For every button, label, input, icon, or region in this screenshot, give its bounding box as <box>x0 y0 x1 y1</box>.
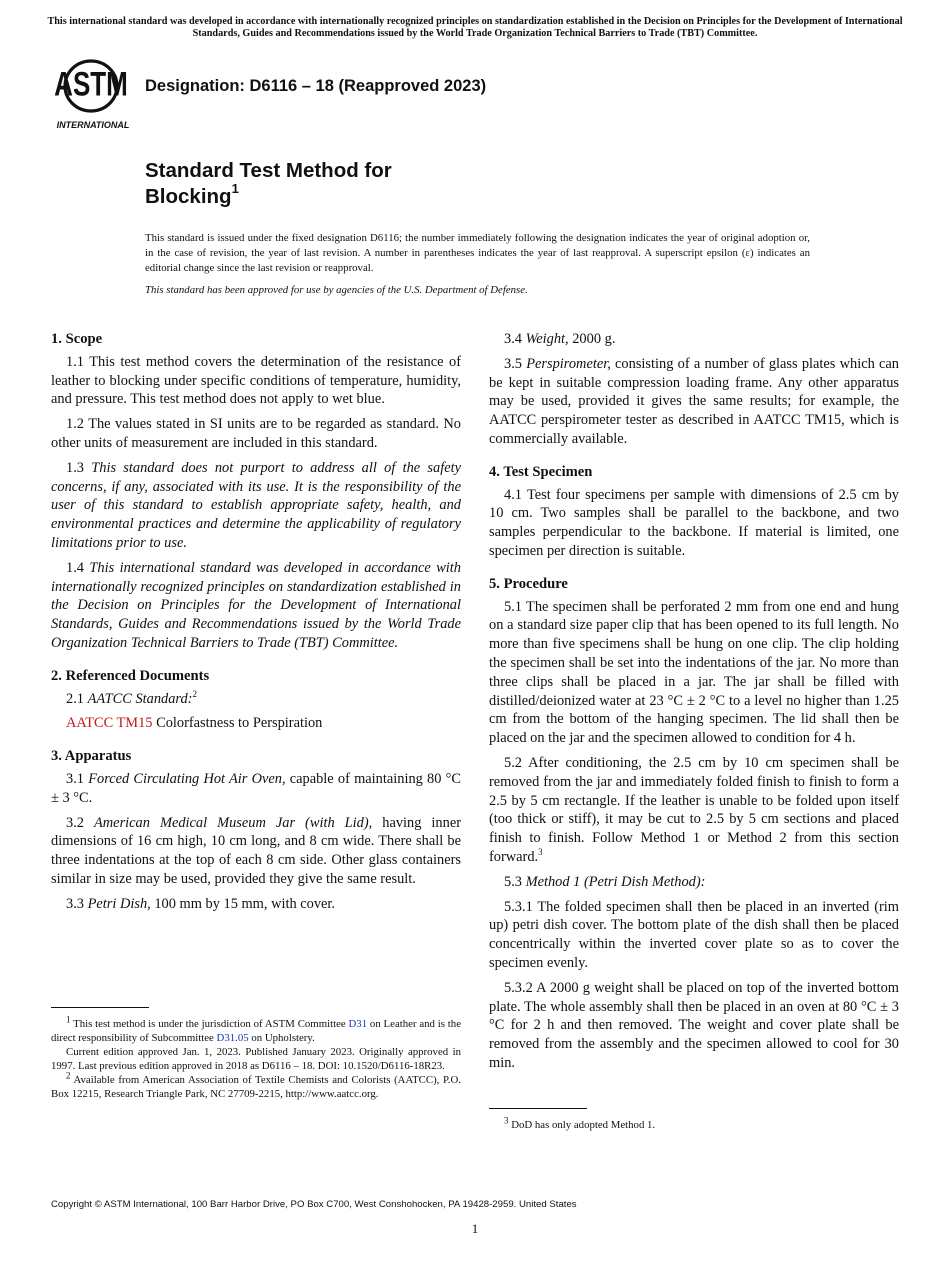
para-3-5: 3.5 Perspirometer, consisting of a number of glass plates which can be kept in suitable compression loading frame. Any other apparatus may be used, provided it gives the same results; for example, the AATCC perspirometer tester as described in AATCC TM15, which is commercially available. <box>489 355 899 447</box>
left-column <box>51 330 461 920</box>
footnote-rule-left <box>51 1007 149 1008</box>
svg-text:ASTM: ASTM <box>54 66 128 104</box>
para-5-3: 5.3 Method 1 (Petri Dish Method): <box>504 873 706 890</box>
para-4-1: 4.1 Test four specimens per sample with dimensions of 2.5 cm by 10 cm. Two samples shall be parallel to the backbone, and two samples perpendicular to the backbone. If material is limited, one specimen per direction is suitable. <box>489 486 899 559</box>
svg-text:INTERNATIONAL: INTERNATIONAL <box>56 120 130 130</box>
page-number: 1 <box>471 1221 479 1236</box>
para-1-4: 1.4 This international standard was developed in accordance with internationally recognized principles on standardization established in the Decision on Principles for the Development of International Standards, Guides and Recommendations issued by the World Trade Organization Technical Barriers to Trade (TBT) Committee. <box>51 559 461 651</box>
footnotes-right <box>489 1115 899 1132</box>
section-4-heading: 4. Test Specimen <box>489 463 593 480</box>
footnote-1: $^1$ This test method is under the jurisdiction of ASTM Committee D31 on Leather and is the direct responsibility of Subcommittee D31.05 on Upholstery. <box>51 1014 461 1044</box>
reference-aatcc-tm15: AATCC TM15 Colorfastness to Perspiration <box>66 715 323 732</box>
section-5-heading: 5. Procedure <box>489 575 568 592</box>
para-1-2: 1.2 The values stated in SI units are to be regarded as standard. No other units of measurement are included in this standard. <box>51 416 461 451</box>
footnote-3: $^3$ DoD has only adopted Method 1. <box>504 1115 656 1131</box>
document-title <box>145 158 392 210</box>
d31-link[interactable]: D31 <box>348 1018 368 1030</box>
dod-approval-note: This standard has been approved for use by agencies of the U.S. Department of Defense. <box>145 284 528 297</box>
para-5-3-2: 5.3.2 A 2000 g weight shall be placed on top of the inverted bottom plate. The whole assembly shall then be placed in an oven at 80 °C ± 3 °C for 2 h and then removed. The weight and cover plate shall be removed from the assembly and the specimen allowed to cool for 30 min. <box>489 979 899 1071</box>
para-3-3: 3.3 Petri Dish, 100 mm by 15 mm, with cover. <box>66 895 336 912</box>
astm-logo <box>52 58 134 132</box>
para-5-2: 5.2 After conditioning, the 2.5 cm by 10 cm specimen shall be removed from the jar and immediately folded finish to finish to form a 2.5 by 5 cm rectangle. If the leather is unable to be folded upon itself (too thick or stiff), it may be cut to 2.5 by 5 cm sections and placed finish to finish. Follow Method 1 or Method 2 from this section forward.$^3$ <box>489 754 899 865</box>
issuance-text: This standard is issued under the fixed designation D6116; the number immediately following the designation indicates the year of original adoption or, in the case of revision, the year of last revision. A number in parentheses indicates the year of last reapproval. A superscript epsilon (ε) indicates an editorial change since the last revision or reapproval. <box>145 232 810 274</box>
footnotes-left <box>51 1014 461 1101</box>
section-3-heading: 3. Apparatus <box>51 748 132 765</box>
footnote-rule-right <box>489 1108 587 1109</box>
title-line-1: Standard Test Method for <box>145 159 392 182</box>
para-1-1: 1.1 This test method covers the determination of the resistance of leather to blocking under specific conditions of temperature, humidity, and pressure. This test method does not apply to wet blue. <box>51 353 461 408</box>
footnote-1-edition: Current edition approved Jan. 1, 2023. Published January 2023. Originally approved in 1997. Last previous edition approved in 2018 as D6116 – 18. DOI: 10.1520/D6116-18R23. <box>51 1046 461 1072</box>
title-line-2: Blocking <box>145 185 232 208</box>
designation: Designation: D6116 – 18 (Reapproved 2023) <box>145 77 487 95</box>
footnote-2: $^2$ Available from American Association of Textile Chemists and Colorists (AATCC), P.O. Box 12215, Research Triangle Park, NC 27709-2215, http://www.aatcc.org. <box>51 1070 461 1100</box>
para-2-1: 2.1 AATCC Standard:$^2$ <box>66 688 197 707</box>
aatcc-tm15-link[interactable]: AATCC TM15 <box>66 715 153 732</box>
issuance-statement <box>145 231 810 298</box>
title-footnote-marker: 1 <box>231 181 239 197</box>
para-5-3-1: 5.3.1 The folded specimen shall then be placed in an inverted (rim up) petri dish cover. The bottom plate of the dish shall then be placed concentrically within the inverted cover plate so as to cover the specimen evenly. <box>489 898 899 971</box>
section-1-heading: 1. Scope <box>51 331 103 347</box>
para-5-1: 5.1 The specimen shall be perforated 2 mm from one end and hung on a standard size paper clip that has been opened to its full length. No more than five specimens shall be hung on one clip. The clip holding the specimen shall be set into the indentations of the jar. No more than three clips shall be placed in a jar. The jar shall be filled with distilled/deionized water at 23 °C ± 2 °C to a level no higher than 1.25 cm from the bottom of the hanging specimen. The lid shall then be placed on the jar and the specimen allowed to condition for 4 h. <box>489 598 899 747</box>
right-column <box>489 330 899 1079</box>
para-3-2: 3.2 American Medical Museum Jar (with Lid), having inner dimensions of 16 cm high, 10 cm long, and 8 cm wide. There shall be three indentations at the top of each 8 cm side. Other glass containers similar in size may be used, provided they give the same result. <box>51 814 461 887</box>
para-3-4: 3.4 Weight, 2000 g. <box>504 331 616 347</box>
copyright-notice: Copyright © ASTM International, 100 Barr Harbor Drive, PO Box C700, West Conshohocken, PA 19428-2959. United States <box>51 1199 577 1210</box>
para-1-3: 1.3 This standard does not purport to address all of the safety concerns, if any, associated with its use. It is the responsibility of the user of this standard to establish appropriate safety, health, and environmental practices and determine the applicability of regulatory limitations prior to use. <box>51 459 461 551</box>
para-3-1: 3.1 Forced Circulating Hot Air Oven, capable of maintaining 80 °C ± 3 °C. <box>51 770 461 806</box>
d31-05-link[interactable]: D31.05 <box>216 1032 249 1044</box>
section-2-heading: 2. Referenced Documents <box>51 667 210 684</box>
top-notice: This international standard was developed in accordance with internationally recognized principles on standardization established in the Decision on Principles for the Development of International Standards, Guides and Recommendations issued by the World Trade Organization Technical Barriers to Trade (TBT) Committee. <box>47 16 903 39</box>
